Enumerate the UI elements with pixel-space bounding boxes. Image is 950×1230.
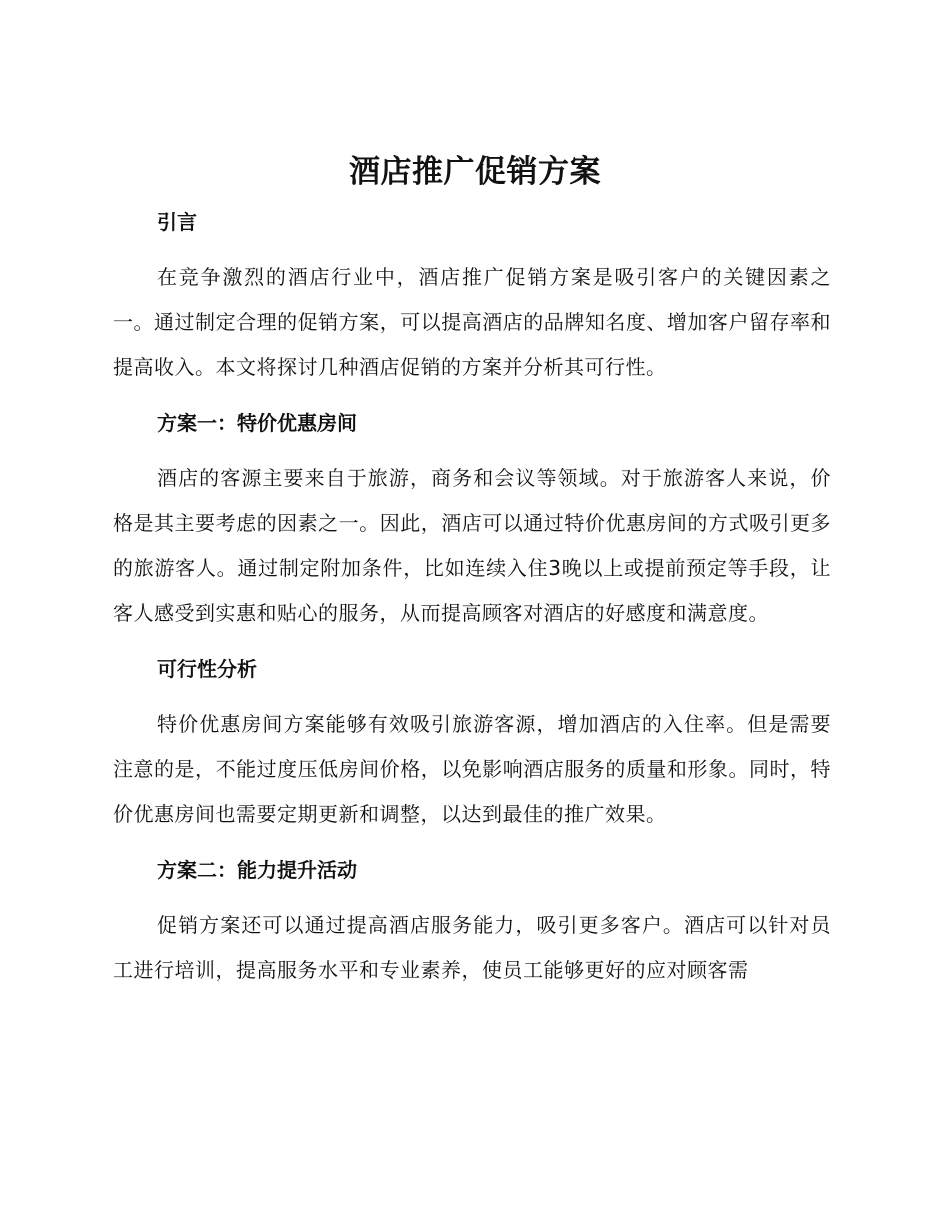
section-heading-feasibility: 可行性分析 [157, 657, 257, 681]
document-body [113, 202, 831, 993]
page-title: 酒店推广促销方案 [349, 154, 601, 190]
section-heading-intro: 引言 [157, 210, 197, 234]
section-paragraph-feasibility: 特价优惠房间方案能够有效吸引旅游客源，增加酒店的入住率。但是需要注意的是，不能过度压低房间价格，以免影响酒店服务的质量和形象。同时，特价优惠房间也需要定期更新和调整，以达到最佳的推广效果。 [113, 712, 831, 826]
section-heading-plan-two: 方案二：能力提升活动 [157, 858, 357, 882]
section-paragraph-plan-two: 促销方案还可以通过提高酒店服务能力，吸引更多客户。酒店可以针对员工进行培训，提高服务水平和专业素养，使员工能够更好的应对顾客需 [113, 913, 831, 982]
section-paragraph-intro: 在竞争激烈的酒店行业中，酒店推广促销方案是吸引客户的关键因素之一。通过制定合理的促销方案，可以提高酒店的品牌知名度、增加客户留存率和提高收入。本文将探讨几种酒店促销的方案并分析其可行性。 [113, 265, 831, 379]
section-heading-plan-one: 方案一：特价优惠房间 [157, 411, 357, 435]
section-paragraph-plan-one: 酒店的客源主要来自于旅游，商务和会议等领域。对于旅游客人来说，价格是其主要考虑的因素之一。因此，酒店可以通过特价优惠房间的方式吸引更多的旅游客人。通过制定附加条件，比如连续入住3晚以上或提前预定等手段，让客人感受到实惠和贴心的服务，从而提高顾客对酒店的好感度和满意度。 [113, 466, 831, 625]
